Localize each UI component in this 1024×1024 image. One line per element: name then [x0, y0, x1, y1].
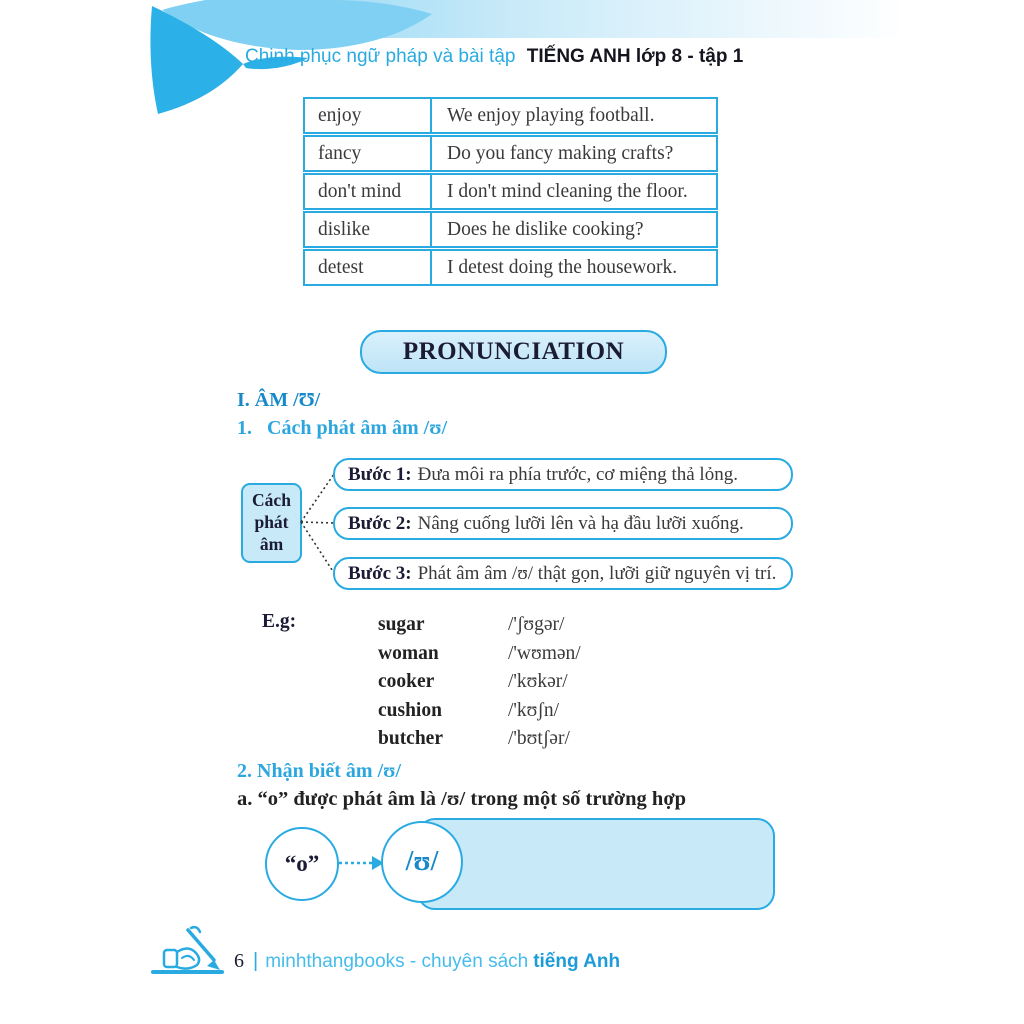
example-word: butcher [378, 728, 443, 750]
header-title-bold: TIẾNG ANH lớp 8 - tập 1 [526, 46, 744, 67]
footer-separator: | [253, 950, 259, 972]
header-title-light: Chinh phục ngữ pháp và bài tập [245, 46, 516, 67]
dotted-arrow-icon [337, 852, 385, 874]
footer [234, 950, 620, 973]
step-box-1 [333, 458, 793, 491]
example-cell: Does he dislike cooking? [447, 218, 644, 240]
example-row [378, 725, 581, 754]
example-ipa: /'wʊmən/ [508, 642, 581, 664]
step-text: Phát âm âm /ʊ/ thật gọn, lưỡi giữ nguyên vị trí. [417, 562, 777, 584]
subsection-heading [237, 417, 447, 440]
table-row [303, 173, 718, 210]
verb-cell: don't mind [305, 175, 432, 208]
subsection-number: 1. [237, 417, 252, 439]
examples-list [378, 611, 581, 754]
step-box-3 [333, 557, 793, 590]
example-cell: We enjoy playing football. [447, 104, 655, 126]
example-cell: I don't mind cleaning the floor. [447, 180, 688, 202]
verb-cell: enjoy [305, 99, 432, 132]
footer-brand: minhthangbooks - chuyên sách [265, 951, 529, 972]
example-row [378, 640, 581, 669]
table-row [303, 97, 718, 134]
example-ipa: /'ʃʊgər/ [508, 614, 565, 636]
verb-cell: fancy [305, 137, 432, 170]
step-text: Đưa môi ra phía trước, cơ miệng thả lỏng. [417, 463, 738, 485]
page-number: 6 [234, 950, 244, 972]
examples-label: E.g: [262, 611, 297, 632]
step-label: Bước 1: [348, 463, 412, 485]
subsection-title: Cách phát âm âm /ʊ/ [267, 417, 448, 439]
table-row [303, 211, 718, 248]
table-row [303, 249, 718, 286]
step-label: Bước 2: [348, 512, 412, 534]
verb-cell: dislike [305, 213, 432, 246]
example-ipa: /'kʊkər/ [508, 671, 568, 693]
grapheme-circle: “o” [265, 827, 339, 901]
verb-cell: detest [305, 251, 432, 284]
writing-hand-icon [150, 926, 236, 978]
method-node-line: âm [259, 533, 284, 554]
phoneme-circle: /ʊ/ [381, 821, 463, 903]
example-ipa: /'kʊʃn/ [508, 699, 560, 721]
example-word: cooker [378, 671, 435, 693]
example-word: woman [378, 642, 439, 664]
method-node-line: phát [254, 512, 289, 533]
subsection-heading-2: 2. Nhận biết âm /ʊ/ [237, 760, 402, 782]
step-label: Bước 3: [348, 562, 412, 584]
section-heading: I. ÂM /Ʊ/ [237, 389, 321, 411]
diagram-connector-lines [299, 455, 337, 595]
example-row [378, 697, 581, 726]
example-row [378, 668, 581, 697]
pronunciation-banner: PRONUNCIATION [360, 330, 667, 374]
footer-brand-bold: tiếng Anh [533, 951, 621, 972]
example-row [378, 611, 581, 640]
step-text: Nâng cuống lưỡi lên và hạ đầu lưỡi xuống. [417, 512, 744, 534]
example-ipa: /'bʊtʃər/ [508, 728, 570, 750]
o-examples-box [417, 818, 775, 910]
page-header-title [245, 46, 743, 68]
method-node-box [241, 483, 302, 563]
step-box-2 [333, 507, 793, 540]
rule-a-heading: a. “o” được phát âm là /ʊ/ trong một số trường hợp [237, 788, 687, 810]
method-node-line: Cách [252, 490, 291, 511]
verb-example-table [303, 97, 718, 287]
example-cell: Do you fancy making crafts? [447, 142, 674, 164]
example-word: cushion [378, 699, 442, 721]
example-cell: I detest doing the housework. [447, 256, 678, 278]
table-row [303, 135, 718, 172]
example-word: sugar [378, 614, 425, 636]
